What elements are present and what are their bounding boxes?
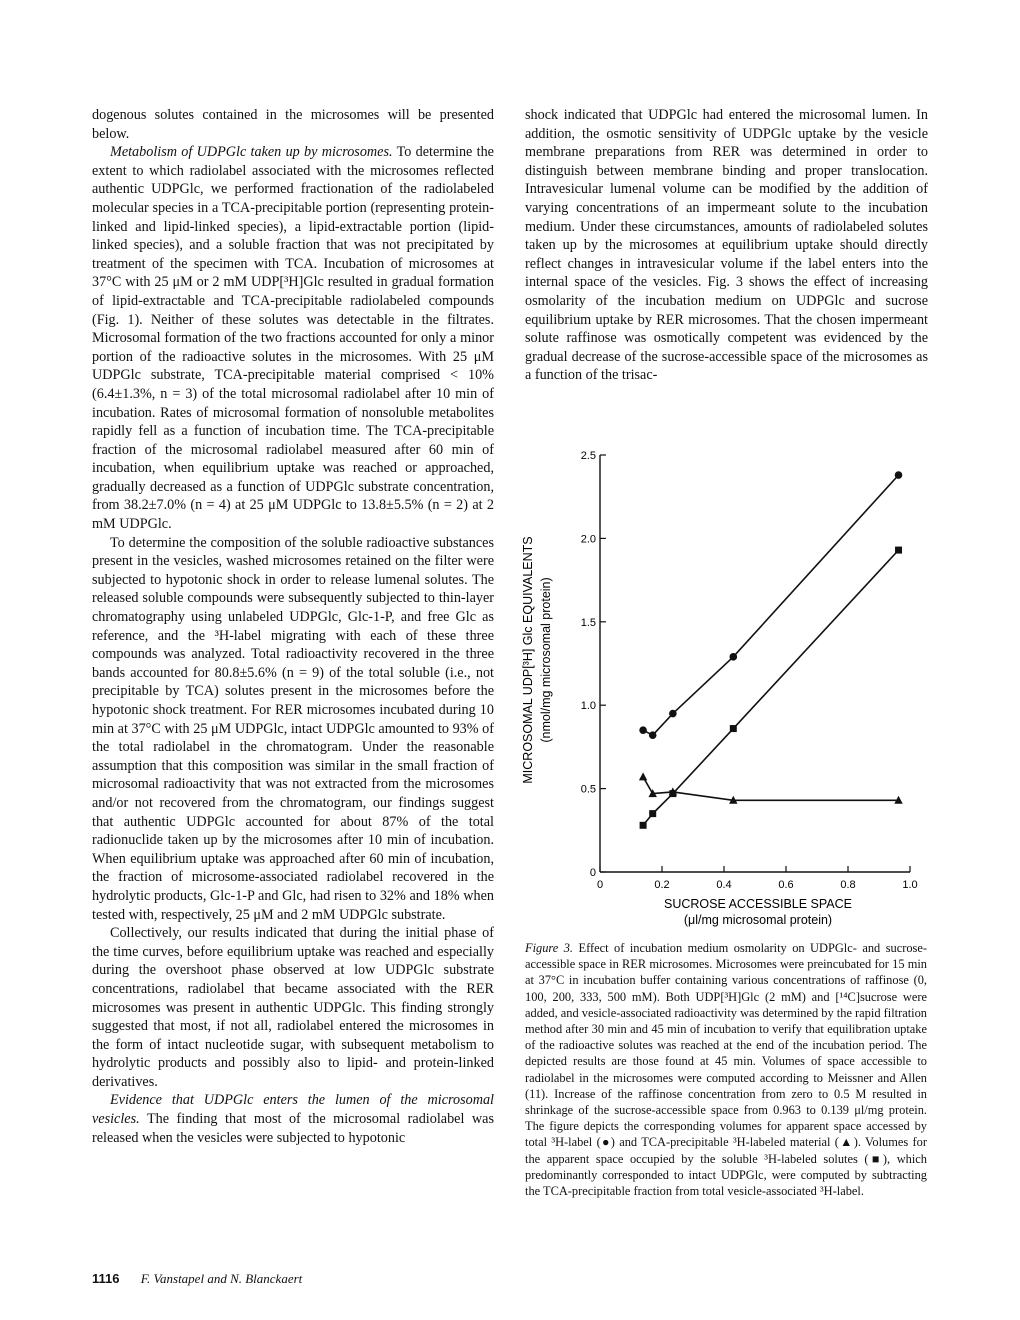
y-tick-label: 2.5 — [580, 450, 596, 462]
y-tick-label: 1.5 — [580, 616, 596, 629]
caption-text: Effect of incubation medium osmolarity on UDPGlc- and sucrose-accessible space in RER microsomes. Microsomes were preincubated for 15 min at 37°C in incubation buffer containing various concentrations of raffinose (0, 100, 200, 333, 500 mM). Both UDP[³H]Glc (2 mM) and [¹⁴C]sucrose were added, and vesicle-associated radioactivity was determined by the rapid filtration method after 30 min and 45 min of incubation to verify that equilibration uptake of the radioactive solutes was reached at the end of the incubation period. The depicted results are those found at 45 min. Volumes of space accessible to radiolabel in the microsomes were computed according to Meissner and Allen (11). Increase of the raffinose concentration from zero to 0.5 M resulted in shrinkage of the sucrose-accessible space from 0.963 to 0.139 μl/mg protein. The figure depicts the corresponding volumes for apparent space accessed by total ³H-label (●) and TCA-precipitable ³H-labeled material (▲). Volumes for the apparent space occupied by the soluble ³H-labeled solutes (■), which predominantly corresponded to intact UDPGlc, were computed by subtracting the TCA-precipitable fraction from total vesicle-associated ³H-label. — [525, 941, 927, 1199]
paragraph — [92, 1091, 494, 1147]
series-line-segment — [733, 550, 898, 728]
axes — [581, 450, 918, 891]
y-axis-label-units: (nmol/mg microsomal protein) — [539, 577, 553, 743]
page-number: 1116 — [92, 1271, 120, 1286]
data-point-square — [895, 547, 902, 554]
y-tick-label: 0.5 — [580, 783, 596, 796]
figure-caption — [525, 940, 927, 1199]
x-tick-label: 0.8 — [840, 879, 856, 891]
x-tick-label: 0.2 — [654, 879, 670, 891]
running-authors: F. Vanstapel and N. Blanckaert — [140, 1271, 303, 1286]
section-heading: Metabolism of UDPGlc taken up by microsomes. — [110, 144, 393, 161]
x-tick-label: 0.4 — [716, 879, 732, 891]
right-column — [525, 106, 928, 385]
chart — [505, 440, 935, 930]
series-markers — [639, 471, 903, 829]
x-axis-label: SUCROSE ACCESSIBLE SPACE — [663, 897, 853, 911]
data-point-circle — [669, 710, 677, 718]
page-footer — [92, 1271, 302, 1287]
series-line-segment — [673, 729, 733, 794]
series-line-segment — [653, 714, 673, 736]
data-point-square — [640, 822, 647, 829]
x-tick-label: 0.6 — [778, 879, 794, 891]
section-heading: Evidence that UDPGlc enters the lumen of the microsomal vesicles. — [92, 1092, 494, 1128]
data-point-circle — [649, 731, 657, 739]
paragraph: To determine the composition of the soluble radioactive substances present in the vesicles, washed microsomes retained on the filter were subjected to hypotonic shock in order to release lumenal solutes. The released soluble compounds were subsequently subjected to thin-layer chromatography using unlabeled UDPGlc, Glc-1-P, and free Glc as reference, and the ³H-label migrating with each of these three compounds was analyzed. Total radioactivity recovered in the three bands accounted for 80.8±5.6% (n = 9) of the total soluble (i.e., not precipitable by TCA) solutes present in the microsomes before the hypotonic shock treatment. For RER microsomes incubated during 10 min at 37°C with 25 μM UDPGlc, intact UDPGlc amounted to 93% of the total radiolabel in the chromatogram. Under the reasonable assumption that this composition was similar in the small fraction of microsomal radioactivity that was not extracted from the microsomes and/or not recovered from the chromatogram, our findings suggest that authentic UDPGlc accounted for about 87% of the total radionuclide taken up by the microsomes after 10 min of incubation. When equilibrium uptake was approached after 60 min of incubation, the fraction of microsome-associated radiolabel recovered in the hydrolytic products, Glc-1-P and Glc, had risen to 32% and 18% when tested with, respectively, 25 μM and 2 mM UDPGlc substrate. — [92, 534, 494, 923]
left-column — [92, 106, 494, 1147]
y-axis-label: MICROSOMAL UDP[³H] Glc EQUIVALENTS — [521, 536, 535, 784]
data-point-triangle — [639, 772, 647, 780]
x-axis-label-units: (μl/mg microsomal protein) — [683, 913, 833, 927]
series-line-segment — [673, 657, 733, 714]
data-point-square — [649, 810, 656, 817]
data-point-square — [730, 725, 737, 732]
data-point-circle — [639, 726, 647, 734]
paragraph-body: The finding that most of the microsomal radiolabel was released when the vesicles were subjected to hypotonic — [92, 1111, 494, 1146]
x-tick-label: 0 — [596, 879, 604, 891]
data-point-circle — [730, 653, 738, 661]
paragraph: Collectively, our results indicated that during the initial phase of the time curves, before equilibrium uptake was reached and especially during the overshoot phase observed at low UDPGlc substrate concentrations, radiolabel that became associated with the RER microsomes was present in authentic UDPGlc. This finding strongly suggested that most, if not all, radiolabel entered the microsomes in the form of intact nucleotide sugar, with subsequent metabolism to hydrolytic products and possibly also to lipid- and protein-linked derivatives. — [92, 925, 494, 1090]
y-tick-label: 1.0 — [580, 700, 596, 713]
y-tick-label: 2.0 — [580, 533, 596, 546]
x-tick-label: 1.0 — [902, 879, 918, 891]
paragraph: dogenous solutes contained in the microsomes will be presented below. — [92, 107, 494, 142]
y-tick-label: 0 — [589, 867, 596, 879]
data-point-circle — [895, 471, 903, 479]
paragraph — [92, 143, 494, 533]
figure-3 — [505, 440, 935, 930]
series-lines — [643, 475, 898, 825]
paragraph: shock indicated that UDPGlc had entered the microsomal lumen. In addition, the osmotic sensitivity of UDPGlc uptake by the vesicle membrane preparations from RER was determined in order to distinguish between membrane binding and proper translocation. Intravesicular lumenal volume can be modified by the addition of varying concentrations of an impermeant solute to the incubation medium. Under these circumstances, amounts of radiolabeled solutes taken up by the microsomes at equilibrium uptake should directly reflect changes in intravesicular volume if the label enters into the internal space of the vesicles. Fig. 3 shows the effect of increasing osmolarity of the incubation medium on UDPGlc and sucrose equilibrium uptake by RER microsomes. That the chosen impermeant solute raffinose was osmotically competent was evidenced by the gradual decrease of the sucrose-accessible space of the microsomes as a function of the trisac- — [525, 107, 928, 384]
caption-label: Figure 3. — [525, 941, 574, 955]
series-line-segment — [673, 792, 733, 800]
paragraph-body: To determine the extent to which radiolabel associated with the microsomes reflected authentic UDPGlc, we performed fractionation of the radiolabeled molecular species in a TCA-precipitable portion (representing protein-linked and lipid-linked species), a lipid-extractable portion (lipid-linked species), and a soluble fraction that was not precipitated by treatment of the specimen with TCA. Incubation of microsomes at 37°C with 25 μM or 2 mM UDP[³H]Glc resulted in gradual formation of lipid-extractable and TCA-precipitable radiolabeled compounds (Fig. 1). Neither of these solutes was detectable in the filtrates. Microsomal formation of the two fractions accounted for only a minor portion of the radioactive solutes in the microsomes. With 25 μM UDPGlc substrate, TCA-precipitable material comprised < 10% (6.4±1.3%, n = 3) of the total microsomal radiolabel after 10 min of incubation. Rates of microsomal formation of nonsoluble metabolites rapidly fell as a function of incubation time. The TCA-precipitable fraction of the microsomal radiolabel measured after 60 min of incubation, when equilibrium uptake was reached or approached, gradually decreased as a function of UDPGlc substrate concentration, from 38.2±7.0% (n = 4) at 25 μM UDPGlc to 13.8±5.5% (n = 2) at 2 mM UDPGlc. — [92, 144, 494, 533]
series-line-segment — [733, 475, 898, 657]
